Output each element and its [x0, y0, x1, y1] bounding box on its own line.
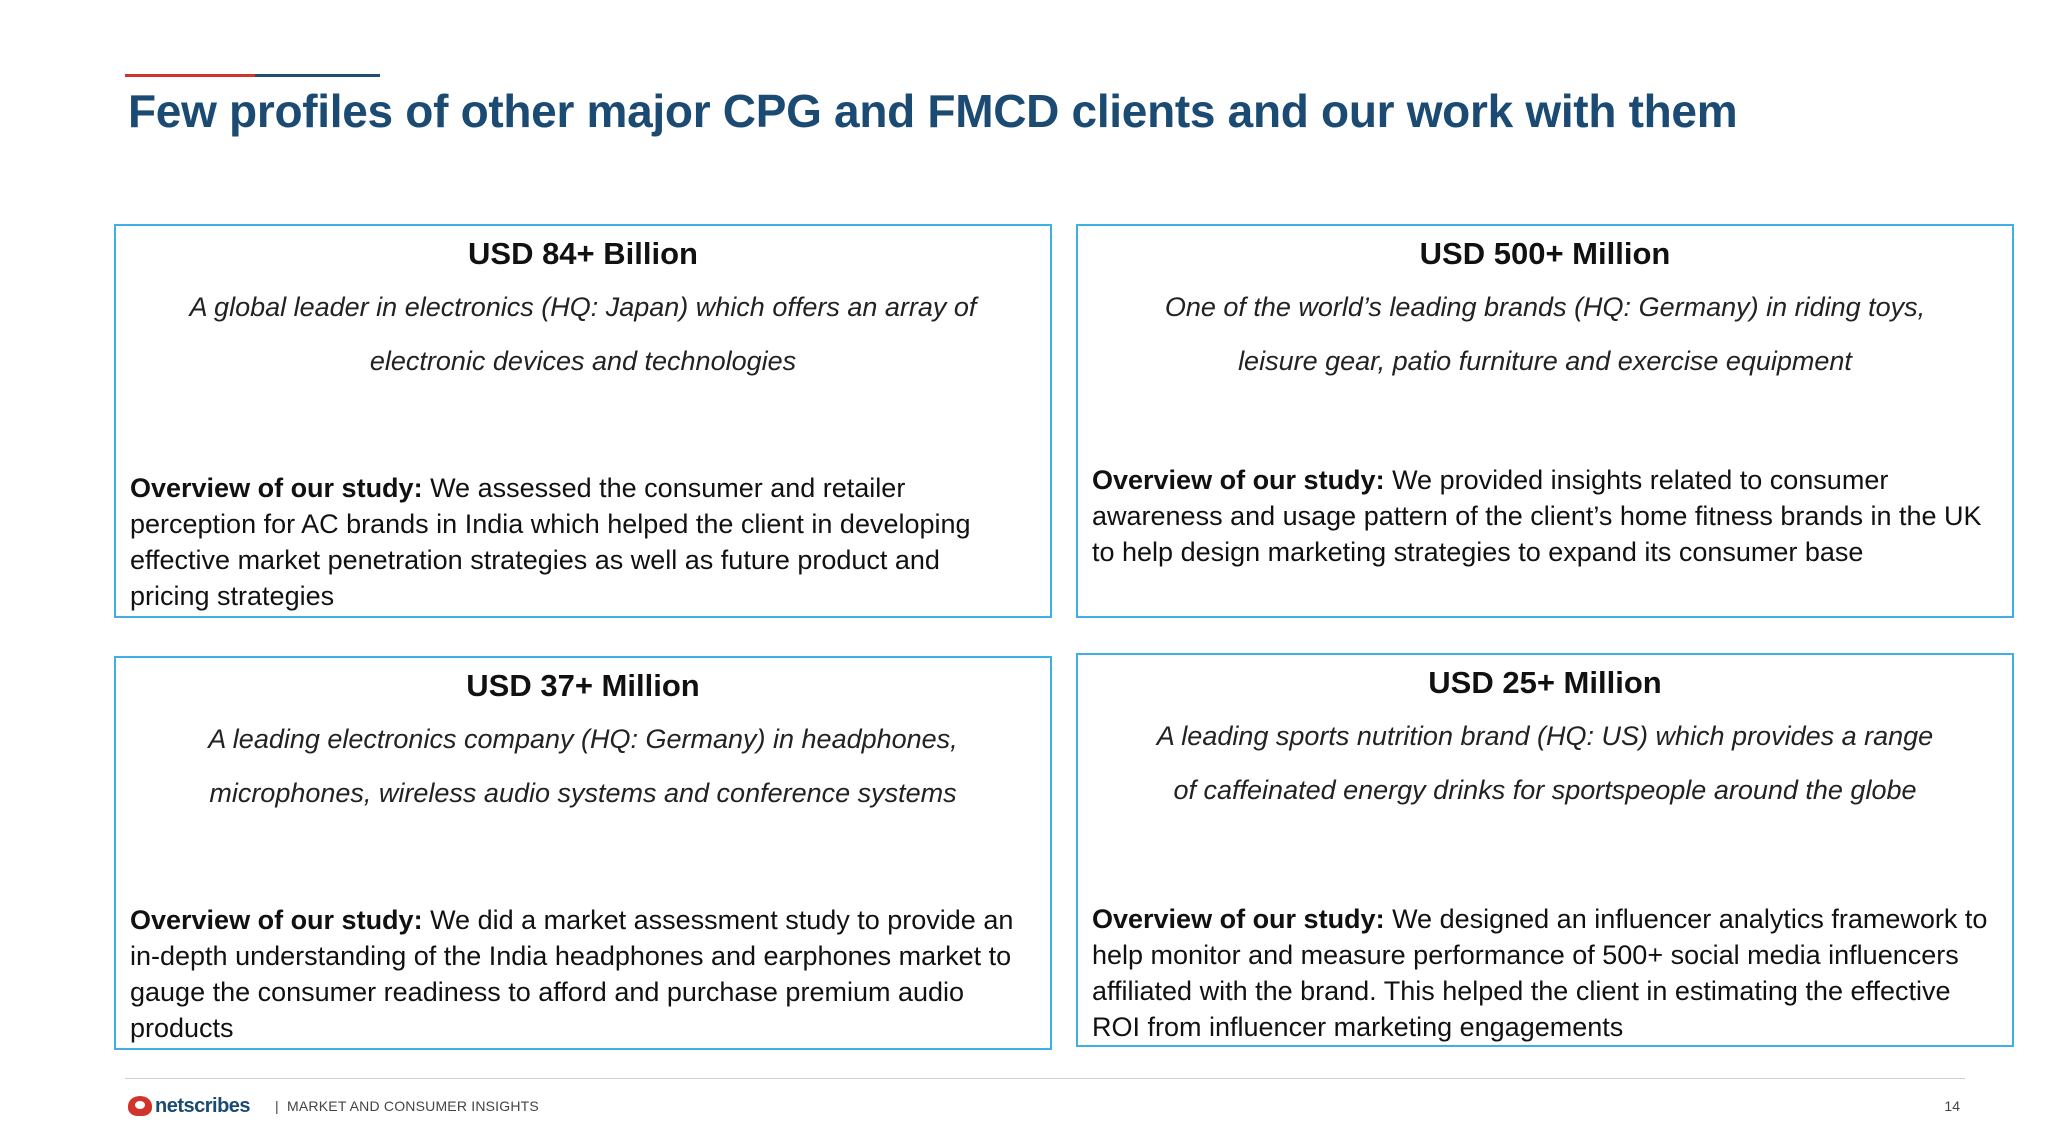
client-profile-card-1 [114, 224, 1052, 618]
card-overview [1092, 462, 1988, 570]
overview-label: Overview of our study: [1092, 465, 1385, 495]
card-description-line: electronic devices and technologies [369, 346, 797, 376]
overview-text: We assessed the consumer and retailer perception for AC brands in India which helped the client in developing effective market penetration strategies as well as future product and pricing strategies [130, 473, 971, 611]
logo-text: netscribes [155, 1094, 251, 1117]
overview-label: Overview of our study: [130, 473, 423, 503]
card-description-line: A global leader in electronics (HQ: Japan) which offers an array of [189, 292, 977, 322]
card-heading: USD 25+ Million [1428, 665, 1662, 700]
card-description-line: One of the world’s leading brands (HQ: Germany) in riding toys, [1164, 292, 1926, 322]
netscribes-logo [128, 1094, 250, 1118]
overview-text: We designed an influencer analytics framework to help monitor and measure performance of 500+ social media influencers affiliated with the brand. This helped the client in estimating the effective ROI from influencer marketing engagements [1092, 904, 1988, 1042]
footer-separator: | [275, 1098, 279, 1114]
card-heading: USD 84+ Billion [468, 236, 698, 271]
card-description [146, 280, 1020, 388]
overview-label: Overview of our study: [130, 905, 423, 935]
overview-text: We provided insights related to consumer awareness and usage pattern of the client’s home fitness brands in the UK to help design marketing strategies to expand its consumer base [1092, 465, 1982, 567]
client-profile-card-2 [1076, 224, 2014, 618]
card-description-line: of caffeinated energy drinks for sportspeople around the globe [1173, 775, 1917, 805]
overview-label: Overview of our study: [1092, 904, 1385, 934]
page-title: Few profiles of other major CPG and FMCD clients and our work with them [128, 85, 1738, 137]
client-profile-card-4 [1076, 653, 2014, 1047]
card-overview [1092, 901, 1988, 1045]
card-description-line: A leading electronics company (HQ: Germany) in headphones, [208, 724, 958, 754]
card-overview [130, 902, 1026, 1046]
card-overview [130, 470, 1026, 614]
overview-text: We did a market assessment study to provide an in-depth understanding of the India headphones and earphones market to gauge the consumer readiness to afford and purchase premium audio products [130, 905, 1014, 1043]
title-accent-red [125, 74, 255, 77]
card-description-line: A leading sports nutrition brand (HQ: US) which provides a range [1156, 721, 1934, 751]
card-heading: USD 37+ Million [466, 668, 700, 703]
logo-mark-icon [128, 1096, 152, 1116]
card-description [1108, 280, 1982, 388]
footer-tagline-text: MARKET AND CONSUMER INSIGHTS [287, 1098, 539, 1114]
card-description-line: microphones, wireless audio systems and conference systems [209, 778, 957, 808]
card-description-line: leisure gear, patio furniture and exercise equipment [1238, 346, 1852, 376]
title-accent-bar [125, 74, 380, 78]
client-profile-card-3 [114, 656, 1052, 1050]
title-accent-blue [255, 74, 380, 77]
footer-tagline [275, 1098, 539, 1114]
card-description [146, 712, 1020, 820]
page-number: 14 [1944, 1098, 1960, 1114]
card-heading: USD 500+ Million [1419, 236, 1671, 271]
footer-divider [125, 1078, 1965, 1079]
card-description [1108, 709, 1982, 817]
